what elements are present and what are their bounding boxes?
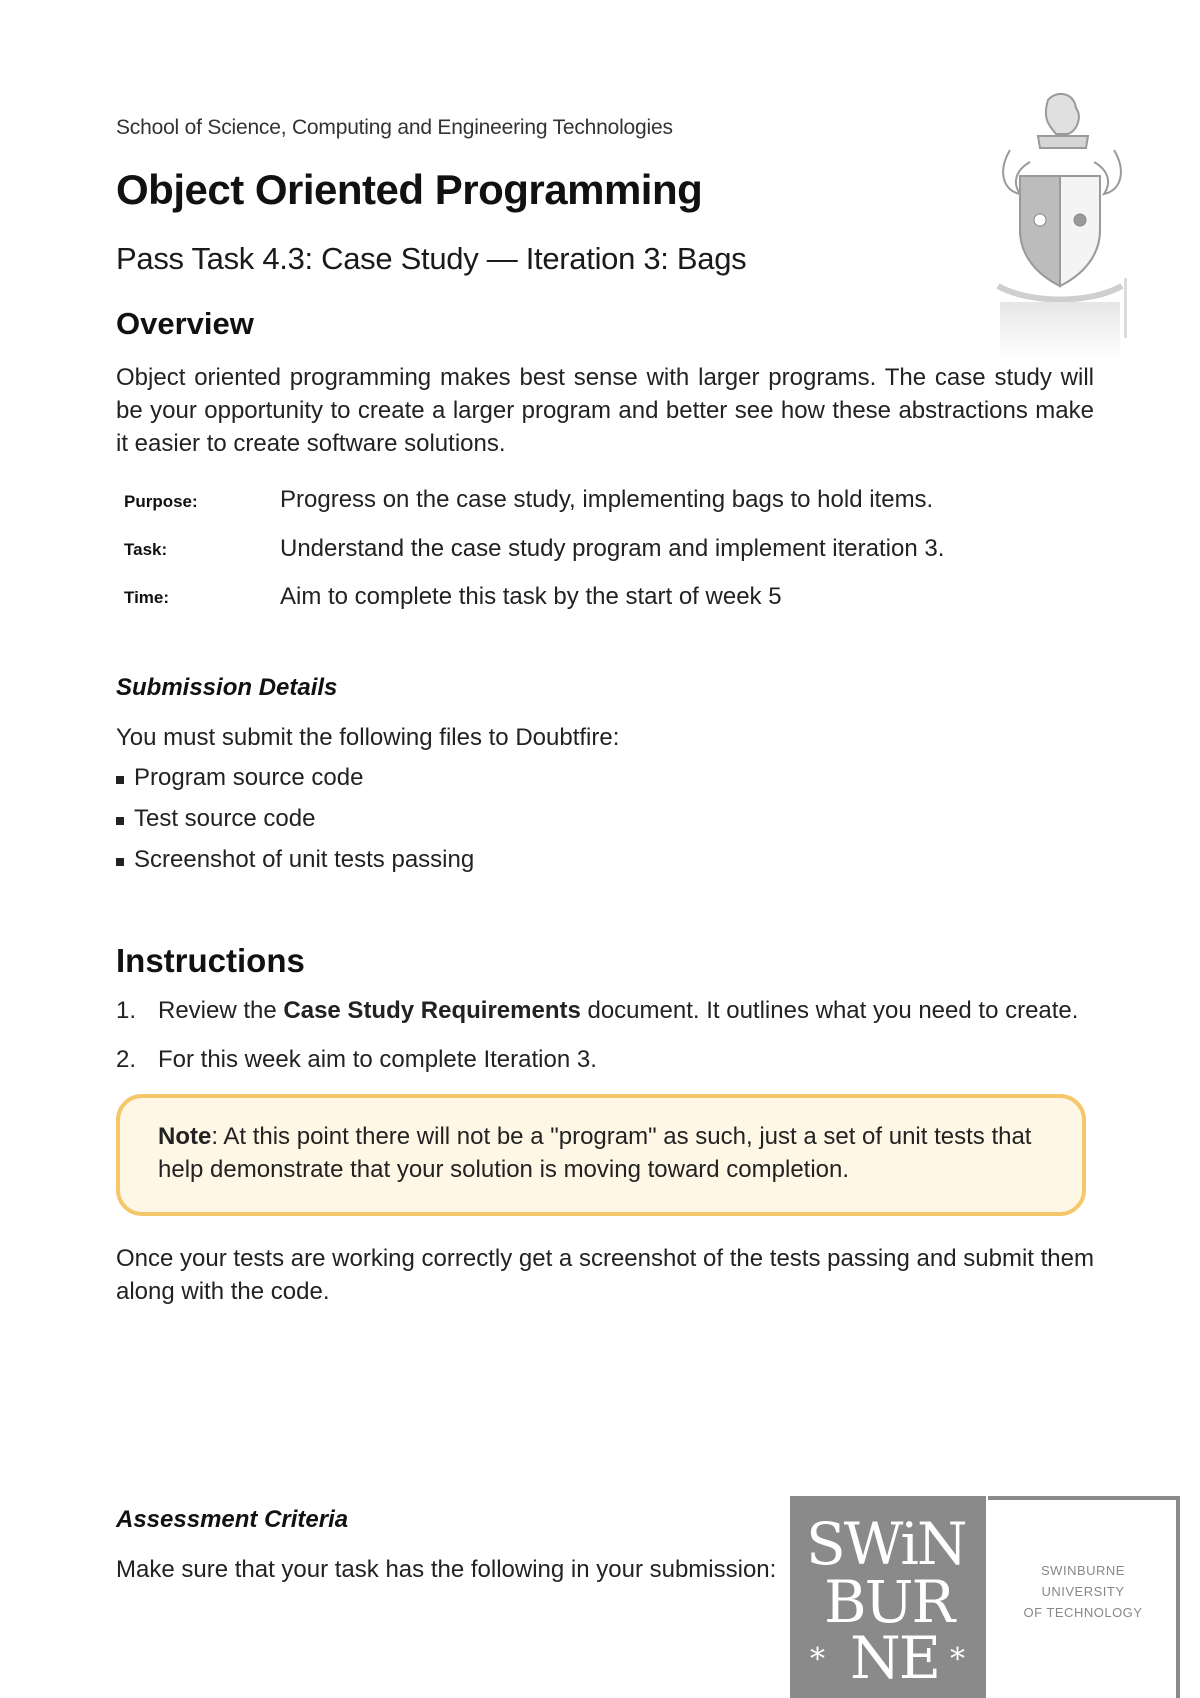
overview-heading: Overview: [116, 306, 254, 341]
requirements-doc-name: Case Study Requirements: [283, 997, 581, 1024]
after-note-text: Once your tests are working correctly get a screenshot of the tests passing and submit them along with the code.: [116, 1245, 1094, 1305]
list-item: [116, 805, 315, 833]
task-value: Understand the case study program and implement iteration 3.: [280, 535, 945, 562]
bullet-icon: [116, 776, 124, 784]
step-text-post: document. It outlines what you need to create.: [580, 997, 1079, 1024]
task-label: Task:: [124, 540, 168, 559]
note-text: : At this point there will not be a "program" as such, just a set of unit tests that help demonstrate that your solution is moving toward completion.: [158, 1123, 1032, 1183]
purpose-label: Purpose:: [124, 492, 198, 511]
list-item-text: Program source code: [134, 764, 364, 791]
list-item: [116, 764, 363, 792]
assessment-text: Make sure that your task has the following in your submission:: [116, 1556, 777, 1583]
submission-heading: Submission Details: [116, 674, 338, 701]
step-text: [158, 997, 1078, 1025]
school-name: School of Science, Computing and Engineering Technologies: [116, 116, 673, 139]
logo-star-left: *: [810, 1642, 825, 1677]
document-title: Object Oriented Programming: [116, 166, 703, 213]
logo-top-rule: [988, 1496, 1180, 1500]
swinburne-logo: [790, 1496, 986, 1698]
step-text: For this week aim to complete Iteration 3.: [158, 1046, 597, 1073]
logo-word-2: BUR: [824, 1568, 954, 1636]
note-label: Note: [158, 1123, 212, 1150]
submission-intro: You must submit the following files to Doubtfire:: [116, 724, 620, 751]
step-text-pre: Review the: [158, 997, 284, 1024]
instruction-step-2: [116, 1046, 597, 1074]
step-number: 1.: [116, 997, 137, 1024]
purpose-value: Progress on the case study, implementing bags to hold items.: [280, 486, 934, 513]
task-subtitle: Pass Task 4.3: Case Study — Iteration 3: Bags: [116, 241, 747, 276]
list-item: [116, 846, 474, 874]
instructions-heading: Instructions: [116, 942, 305, 979]
step-number: 2.: [116, 1046, 137, 1073]
list-item-text: Screenshot of unit tests passing: [134, 846, 475, 873]
time-label: Time:: [124, 588, 170, 607]
university-crest-icon: [990, 90, 1130, 360]
bullet-icon: [116, 858, 124, 866]
bullet-icon: [116, 817, 124, 825]
note-callout: [116, 1094, 1086, 1216]
assessment-heading: Assessment Criteria: [116, 1506, 349, 1533]
logo-word-3: NE: [850, 1624, 940, 1692]
logo-word-1: SWiN: [806, 1510, 966, 1578]
logo-star-right: *: [950, 1642, 965, 1677]
logo-right-rule: [1176, 1496, 1180, 1698]
university-name-line-2: OF TECHNOLOGY: [1023, 1605, 1143, 1620]
time-value: Aim to complete this task by the start of week 5: [280, 583, 782, 610]
university-name-line-1: SWINBURNE UNIVERSITY: [1041, 1563, 1125, 1599]
university-name: [1008, 1560, 1158, 1623]
overview-text: Object oriented programming makes best sense with larger programs. The case study will be your opportunity to create a larger program and better see how these abstractions make it easier to create software solutions.: [116, 364, 1094, 457]
list-item-text: Test source code: [134, 805, 316, 832]
instruction-step-1: [116, 997, 1078, 1025]
